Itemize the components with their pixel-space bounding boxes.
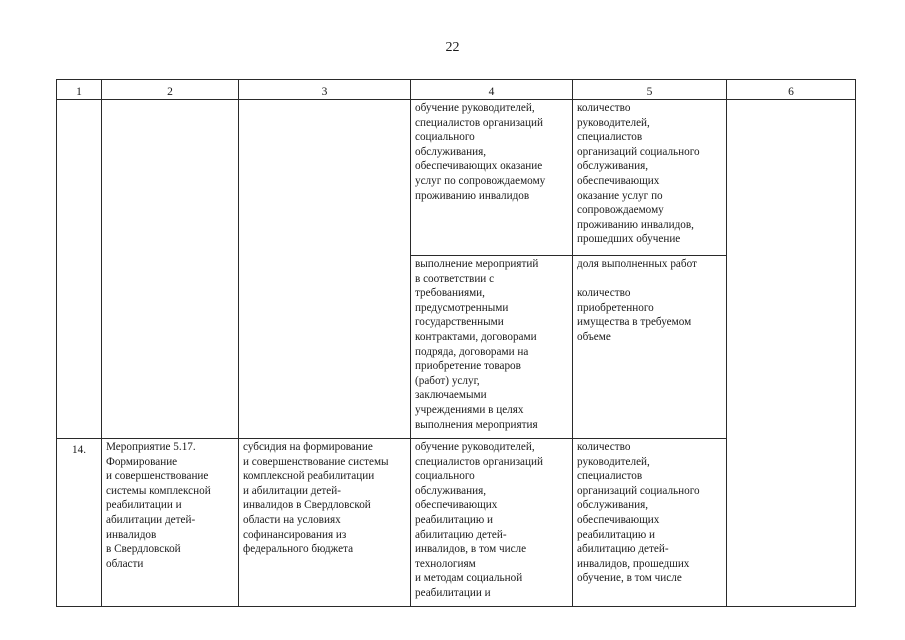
column-number-6: 6 xyxy=(727,80,856,100)
empty-cell-funding xyxy=(239,100,411,439)
column-number-2: 2 xyxy=(102,80,239,100)
table-header-row xyxy=(57,80,856,100)
row-number-14: 14. xyxy=(57,439,102,607)
result-cell-training-staff: обучение руководителей, специалистов организаций социального обслуживания, обеспечивающих оказание услуг по сопровождаемому проживанию инвалидов xyxy=(411,100,573,256)
column-number-4: 4 xyxy=(411,80,573,100)
result-cell-contract-works: выполнение мероприятий в соответствии с требованиями, предусмотренными государственными контрактами, договорами подряда, договорами на приобретение товаров (работ) услуг, заключаемыми учреждениями в целях выполнения мероприятия xyxy=(411,256,573,439)
table-row xyxy=(57,100,856,256)
measure-cell-5-17: Мероприятие 5.17. Формирование и совершенствование системы комплексной реабилитации и абилитации детей- инвалидов в Свердловской области xyxy=(102,439,239,607)
indicator-cell-trained-staff: количество руководителей, специалистов организаций социального обслуживания, обеспечивающих оказание услуг по сопровождаемому проживанию инвалидов, прошедших обучение xyxy=(573,100,727,256)
column-number-1: 1 xyxy=(57,80,102,100)
column-number-5: 5 xyxy=(573,80,727,100)
empty-cell-number xyxy=(57,100,102,439)
indicator-cell-works-share: доля выполненных работ количество приобретенного имущества в требуемом объеме xyxy=(573,256,727,439)
column-number-3: 3 xyxy=(239,80,411,100)
funding-cell-subsidy: субсидия на формирование и совершенствование системы комплексной реабилитации и абилитации детей- инвалидов в Свердловской области на условиях софинансирования из федерального бюджета xyxy=(239,439,411,607)
page-number: 22 xyxy=(445,40,460,55)
empty-cell-notes xyxy=(727,100,856,607)
indicator-cell-trained-rehab-staff: количество руководителей, специалистов организаций социального обслуживания, обеспечивающих реабилитацию и абилитацию детей- инвалидов, прошедших обучение, в том числе xyxy=(573,439,727,607)
empty-cell-measure xyxy=(102,100,239,439)
measures-table xyxy=(56,79,856,607)
result-cell-training-rehab: обучение руководителей, специалистов организаций социального обслуживания, обеспечивающих реабилитацию и абилитацию детей- инвалидов, в том числе технологиям и методам социальной реабилитации и xyxy=(411,439,573,607)
